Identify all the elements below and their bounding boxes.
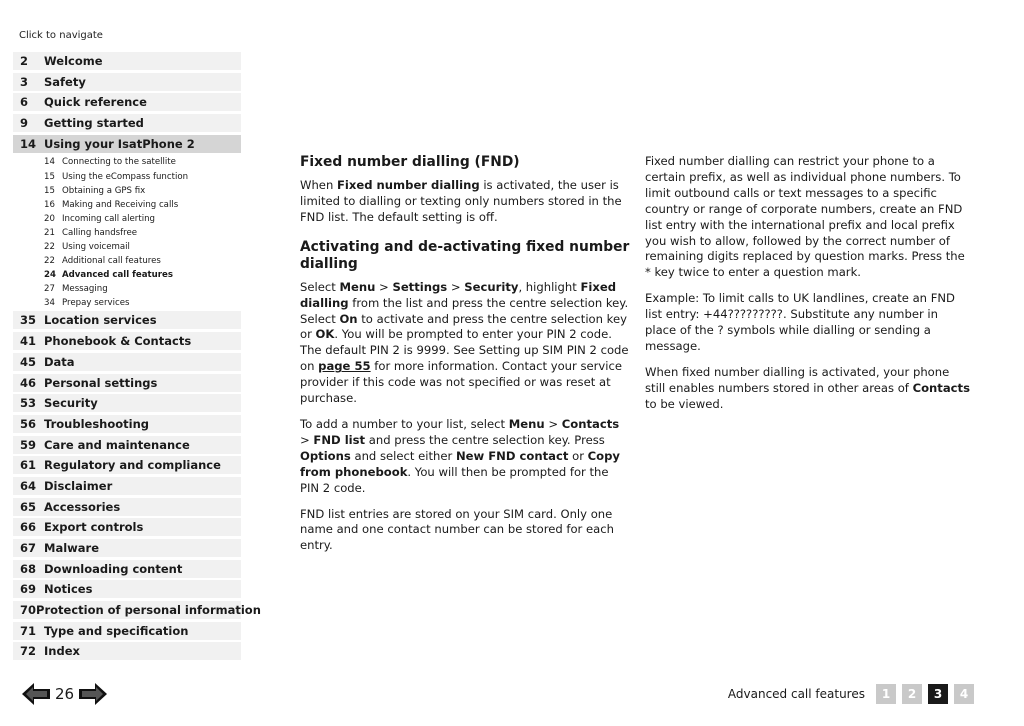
current-page-number: 26 bbox=[55, 685, 75, 703]
text-run: > bbox=[375, 279, 393, 294]
text-run: for more information. Contact your service provider if this code was not specified or was reset at purchase. bbox=[300, 359, 622, 406]
bold-term: Fixed number dialling bbox=[336, 178, 480, 192]
toc-item[interactable] bbox=[13, 135, 241, 153]
toc-item-label: Personal settings bbox=[44, 375, 158, 390]
toc-subitem-label: Obtaining a GPS fix bbox=[62, 185, 146, 196]
toc-item-page: 14 bbox=[20, 136, 37, 151]
text-run: > bbox=[300, 432, 314, 447]
text-run: > bbox=[447, 279, 465, 294]
toc-item[interactable] bbox=[13, 73, 241, 91]
toc-item-page: 68 bbox=[20, 561, 37, 576]
section-pages bbox=[876, 684, 974, 704]
toc-subitem-page: 15 bbox=[44, 185, 55, 196]
bold-term: FND list bbox=[313, 432, 366, 447]
toc-item-page: 69 bbox=[20, 582, 37, 597]
bold-term: OK bbox=[315, 327, 335, 342]
toc-subitem[interactable] bbox=[44, 170, 241, 184]
toc-item-page: 6 bbox=[20, 95, 29, 110]
toc-subitem-page: 14 bbox=[44, 157, 55, 168]
toc-item[interactable] bbox=[13, 622, 241, 640]
text-run: When bbox=[300, 178, 337, 192]
toc-subitem[interactable] bbox=[44, 226, 241, 240]
toc-item-label: Welcome bbox=[44, 54, 103, 68]
toc-subitem-label: Calling handsfree bbox=[62, 227, 138, 238]
toc-item-page: 45 bbox=[20, 354, 37, 369]
toc-subitem-page: 16 bbox=[44, 199, 55, 210]
section-page-button[interactable]: 4 bbox=[954, 684, 974, 704]
toc-item-label: Notices bbox=[44, 582, 93, 597]
toc-item-page: 71 bbox=[20, 623, 37, 638]
toc-item-label: Downloading content bbox=[44, 561, 183, 576]
bold-term: Menu bbox=[508, 416, 545, 431]
toc-item[interactable] bbox=[13, 93, 241, 111]
toc-subitem[interactable] bbox=[44, 212, 241, 226]
text-run: to activate and press the centre selection key or bbox=[300, 311, 627, 342]
toc-subitem-label: Advanced call features bbox=[62, 270, 173, 281]
toc-subitem-page: 15 bbox=[44, 171, 55, 182]
toc-item-page: 9 bbox=[20, 116, 29, 131]
bold-term: On bbox=[339, 311, 358, 326]
heading-fnd: Fixed number dialling (FND) bbox=[300, 154, 520, 170]
toc-subitem-page: 34 bbox=[44, 298, 55, 309]
toc-item-label: Export controls bbox=[44, 520, 144, 535]
text-run: from the list and press the centre selection key. Select bbox=[300, 295, 629, 326]
toc-item-label: Index bbox=[44, 644, 80, 659]
toc-item-page: 56 bbox=[20, 416, 37, 431]
bold-term: Fixed dialling bbox=[300, 279, 617, 310]
toc-item[interactable] bbox=[13, 518, 241, 536]
toc-subitems bbox=[13, 155, 241, 310]
bold-term: Contacts bbox=[912, 380, 970, 395]
toc-subitem[interactable] bbox=[44, 296, 241, 310]
toc-item[interactable] bbox=[13, 560, 241, 578]
toc-subitem-page: 20 bbox=[44, 213, 55, 224]
text-run: Fixed number dialling can restrict your phone to a certain prefix, as well as individual phone numbers. To limit outbound calls or text messages to a specific country or range of corporate numbers, create an FND list entry with the international prefix and local prefix you wish to allow, followed by the correct number of remaining digits replaced by question marks. Press the * key twice to enter a question mark. bbox=[645, 154, 965, 280]
toc-item[interactable] bbox=[13, 394, 241, 412]
toc-subitem[interactable] bbox=[44, 198, 241, 212]
text-run: , highlight bbox=[518, 279, 581, 294]
paragraph-contacts bbox=[645, 365, 970, 413]
toc-item-page: 46 bbox=[20, 375, 37, 390]
text-run: . You will be prompted to enter your PIN 2 code. The default PIN 2 is 9999. See Setting up SIM PIN 2 code on bbox=[300, 327, 629, 374]
text-run: Example: To limit calls to UK landlines, create an FND list entry: +44?????????. Substitute any number in place of the ? symbols while dialling or sending a message. bbox=[645, 291, 955, 353]
bold-term: Copy from phonebook bbox=[300, 448, 620, 479]
toc-item-label: Security bbox=[44, 396, 98, 411]
toc-subitem[interactable] bbox=[44, 268, 241, 282]
section-page-button[interactable]: 2 bbox=[902, 684, 922, 704]
toc-item[interactable] bbox=[13, 539, 241, 557]
text-run: Select bbox=[300, 279, 340, 294]
toc-item-page: 70 bbox=[20, 603, 37, 618]
toc-subitem-label: Making and Receiving calls bbox=[62, 199, 179, 210]
paragraph-activating bbox=[300, 280, 630, 407]
section-page-button[interactable]: 1 bbox=[876, 684, 896, 704]
toc-item-label: Quick reference bbox=[44, 95, 147, 110]
toc-item[interactable] bbox=[13, 114, 241, 132]
text-run: and press the centre selection key. Press bbox=[365, 432, 605, 447]
toc-item[interactable] bbox=[13, 436, 241, 454]
toc-item-page: 35 bbox=[20, 313, 37, 328]
heading-activating: Activating and de-activating fixed number dialling bbox=[300, 238, 630, 272]
paragraph-add-number bbox=[300, 417, 630, 497]
bold-term: Settings bbox=[392, 279, 448, 294]
toc-item-page: 41 bbox=[20, 334, 37, 349]
toc-item-label: Safety bbox=[44, 74, 86, 89]
toc-item-page: 65 bbox=[20, 499, 37, 514]
text-run: is activated, the user is limited to dialling or texting only numbers stored in the FND list. The default setting is off. bbox=[300, 178, 622, 224]
toc-subitem-label: Prepay services bbox=[62, 298, 130, 309]
section-page-button[interactable]: 3 bbox=[928, 684, 948, 704]
bold-term: Security bbox=[464, 279, 519, 294]
toc-subitem-label: Messaging bbox=[62, 284, 108, 295]
text-run: > bbox=[544, 416, 562, 431]
toc-item[interactable] bbox=[13, 415, 241, 433]
text-run: to be viewed. bbox=[645, 396, 724, 411]
toc-item-label: Location services bbox=[44, 313, 157, 328]
toc-subitem-label: Incoming call alerting bbox=[62, 213, 155, 224]
bold-term: Menu bbox=[339, 279, 376, 294]
paragraph-intro bbox=[300, 178, 630, 226]
toc-item-page: 66 bbox=[20, 520, 37, 535]
text-run: FND list entries are stored on your SIM card. Only one name and one contact number can be stored for each entry. bbox=[300, 506, 614, 553]
toc-item-page: 72 bbox=[20, 644, 37, 659]
paragraph-prefix bbox=[645, 154, 970, 281]
toc-subitem-page: 21 bbox=[44, 227, 55, 238]
nav-hint: Click to navigate bbox=[19, 30, 103, 41]
toc-subitem[interactable] bbox=[44, 240, 241, 254]
toc-item[interactable] bbox=[13, 456, 241, 474]
bold-term: Contacts bbox=[561, 416, 620, 431]
table-of-contents bbox=[13, 52, 261, 663]
toc-item-page: 59 bbox=[20, 437, 37, 452]
toc-subitem[interactable] bbox=[44, 184, 241, 198]
text-run: or bbox=[568, 448, 588, 463]
toc-subitem-page: 24 bbox=[44, 270, 56, 281]
toc-item-label: Using your IsatPhone 2 bbox=[44, 136, 195, 151]
toc-subitem[interactable] bbox=[44, 282, 241, 296]
toc-item[interactable] bbox=[13, 374, 241, 392]
toc-item-label: Disclaimer bbox=[44, 478, 113, 493]
toc-item-page: 2 bbox=[20, 54, 29, 68]
toc-item[interactable] bbox=[13, 311, 241, 329]
text-run: . You will then be prompted for the PIN 2 code. bbox=[300, 464, 609, 495]
toc-item-label: Phonebook & Contacts bbox=[44, 334, 192, 349]
toc-subitem-label: Using voicemail bbox=[62, 242, 130, 252]
toc-item[interactable] bbox=[13, 498, 241, 516]
toc-item-label: Getting started bbox=[44, 116, 144, 131]
text-run: To add a number to your list, select bbox=[300, 416, 509, 431]
previous-page-arrow-icon[interactable] bbox=[22, 683, 50, 705]
toc-item[interactable] bbox=[13, 601, 261, 619]
section-footer bbox=[728, 684, 974, 704]
toc-item[interactable] bbox=[13, 353, 241, 371]
toc-item[interactable] bbox=[13, 477, 241, 495]
toc-item[interactable] bbox=[13, 52, 241, 70]
toc-subitem-label: Connecting to the satellite bbox=[62, 157, 176, 168]
paragraph-storage bbox=[300, 507, 630, 555]
toc-item-page: 61 bbox=[20, 458, 37, 473]
toc-subitem[interactable] bbox=[44, 254, 241, 268]
toc-subitem-page: 27 bbox=[44, 284, 55, 295]
toc-item-label: Protection of personal information bbox=[36, 603, 261, 618]
toc-subitem-label: Using the eCompass function bbox=[62, 171, 189, 182]
text-run: and select either bbox=[350, 448, 456, 463]
paragraph-example bbox=[645, 291, 970, 355]
content-column-right bbox=[645, 154, 970, 423]
toc-item-page: 64 bbox=[20, 478, 37, 493]
toc-item-label: Malware bbox=[44, 541, 100, 556]
toc-subitem-label: Additional call features bbox=[62, 256, 161, 267]
toc-item-label: Care and maintenance bbox=[44, 437, 190, 452]
page-link[interactable]: page 55 bbox=[318, 359, 371, 374]
toc-item-page: 67 bbox=[20, 541, 37, 556]
toc-subitem[interactable] bbox=[44, 155, 241, 169]
toc-item-label: Regulatory and compliance bbox=[44, 458, 221, 473]
page-navigator bbox=[22, 683, 107, 705]
toc-subitem-page: 22 bbox=[44, 242, 55, 252]
section-label: Advanced call features bbox=[727, 687, 865, 701]
bold-term: New FND contact bbox=[455, 448, 569, 463]
toc-item[interactable] bbox=[13, 580, 241, 598]
toc-item-label: Troubleshooting bbox=[44, 416, 150, 431]
content-column-left bbox=[300, 154, 630, 564]
toc-item[interactable] bbox=[13, 642, 241, 660]
text-run: When fixed number dialling is activated, your phone still enables numbers stored in other areas of bbox=[645, 364, 950, 395]
toc-item-label: Data bbox=[44, 354, 75, 369]
toc-item-label: Type and specification bbox=[44, 623, 189, 638]
toc-item-page: 3 bbox=[20, 74, 29, 89]
toc-subitem-page: 22 bbox=[44, 256, 55, 267]
toc-item[interactable] bbox=[13, 332, 241, 350]
toc-item-label: Accessories bbox=[44, 499, 121, 514]
next-page-arrow-icon[interactable] bbox=[79, 683, 107, 705]
toc-item-page: 53 bbox=[20, 396, 37, 411]
bold-term: Options bbox=[300, 448, 351, 463]
